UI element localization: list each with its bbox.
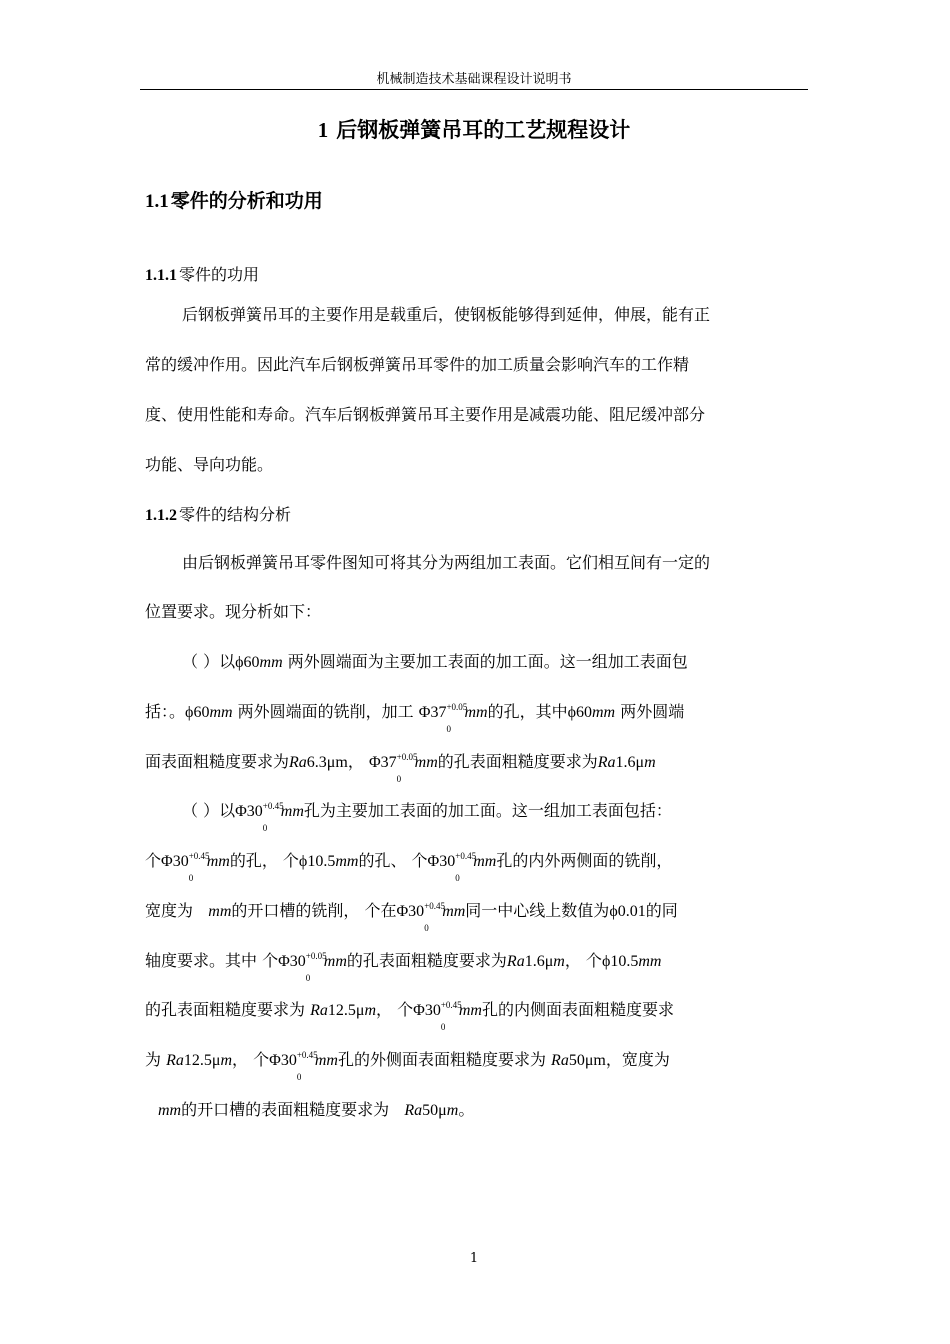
paragraph-line: 后钢板弹簧吊耳的主要作用是载重后，使钢板能够得到延伸，伸展，能有正 [182,305,711,324]
text-span: 两外圆端面为主要加工表面的加工面。这一组加工表面包 [287,652,688,671]
tolerance-upper: +0.45 [296,1050,318,1060]
tolerance [188,849,210,883]
dimension: Φ30 [269,1052,297,1069]
dimension: ϕ60 [567,704,592,721]
paragraph-line [145,899,678,933]
text-span: ，宽度为 [605,1050,670,1069]
dimension: Φ30 [161,853,189,870]
tolerance-upper: +0.05 [396,752,418,762]
paragraph-line [145,750,656,784]
tolerance-upper: +0.05 [446,702,468,712]
unit: mm [259,654,283,671]
tolerance [296,1048,318,1082]
dimension: Φ37 [368,754,397,771]
text-span: ， 个 [376,1000,414,1019]
text-span: 孔为主要加工表面的加工面。这一组加工表面包括： [303,801,672,820]
text-span: 两外圆端 [620,702,685,721]
text-span: 为 [145,1050,162,1069]
paragraph-line [145,700,685,734]
text-span: ， 个 [232,1050,270,1069]
chapter-title [140,115,808,145]
subsection-number: 1.1.2 [145,507,177,524]
text-span: 轴度要求。其中 个 [145,951,279,970]
unit: m [553,953,565,970]
text-span: （ ）以 [182,801,236,820]
tolerance-lower: 0 [262,823,268,833]
subsection-heading-function [145,263,259,288]
chapter-title-text: 后钢板弹簧吊耳的工艺规程设计 [336,118,631,142]
text-span: 宽度为 [145,901,194,920]
text-span: 的开口槽的铣削， 个在 [231,901,397,920]
text-span: 的同 [645,901,678,920]
dimension: Φ37 [418,704,447,721]
text-span: 孔的外侧面表面粗糙度要求为 [337,1050,546,1069]
paragraph-line [145,998,674,1032]
subsection-number: 1.1.1 [145,267,177,284]
page-header: 机械制造技术基础课程设计说明书 [140,70,808,90]
paragraph-line: 常的缓冲作用。因此汽车后钢板弹簧吊耳零件的加工质量会影响汽车的工作精 [145,355,690,374]
dimension: Φ30 [413,1002,441,1019]
text-span: ， [347,752,364,771]
roughness-value: 50μ [422,1102,447,1119]
tolerance [262,799,284,833]
dimension: ϕ10.5 [601,953,639,970]
chapter-number: 1 [317,118,329,142]
text-span: 的孔表面粗糙度要求为 [145,1000,306,1019]
text-span: 孔的内侧面表面粗糙度要求 [481,1000,674,1019]
roughness-symbol: Ra [551,1052,569,1069]
tolerance [305,949,327,983]
text-span: 的孔、 个 [358,851,428,870]
paragraph-line [145,1048,670,1082]
unit: mm [458,1002,482,1019]
unit: mm [280,803,304,820]
unit: mm [592,704,616,721]
tolerance-upper: +0.45 [424,901,446,911]
text-span: 括：。 [145,702,186,721]
tolerance-lower: 0 [424,923,429,933]
roughness-symbol: Ra [289,754,307,771]
text-span: ， 个 [564,951,602,970]
paragraph-line [182,650,688,675]
paragraph-line: 由后钢板弹簧吊耳零件图知可将其分为两组加工表面。它们相互间有一定的 [182,553,711,572]
unit: mm [414,754,438,771]
roughness-symbol: Ra [597,754,616,771]
unit: mm [208,903,232,920]
dimension: ϕ0.01 [609,903,646,920]
text-span: 面表面粗糙度要求为 [145,752,290,771]
tolerance-lower: 0 [446,724,451,734]
tolerance [440,998,462,1032]
dimension: Φ30 [278,953,306,970]
unit: mm [323,953,347,970]
section-heading-text: 零件的分析和功用 [170,190,323,212]
tolerance-upper: +0.45 [188,851,210,861]
text-span: 的孔表面粗糙度要求为 [346,951,507,970]
section-number: 1.1 [145,191,169,212]
dimension: Φ30 [235,803,263,820]
unit: mm [473,853,497,870]
text-span: 的孔表面粗糙度要求为 [437,752,598,771]
paragraph-line [158,1098,474,1123]
roughness-symbol: Ra [310,1002,328,1019]
subsection-heading-text: 零件的结构分析 [179,505,292,524]
tolerance-upper: +0.05 [305,951,327,961]
tolerance-upper: +0.45 [440,1000,462,1010]
unit: m [220,1052,233,1069]
roughness-value: 1.6μ [615,754,645,771]
paragraph-line [145,949,662,983]
paragraph-line [145,849,673,883]
unit: m [446,1102,459,1119]
unit: mm [209,704,233,721]
text-span: 孔的内外两侧面的铣削， [496,851,673,870]
roughness-value: 12.5μ [183,1052,221,1069]
tolerance-lower: 0 [188,873,194,883]
tolerance [424,899,446,933]
unit: m [644,754,656,771]
tolerance [455,849,477,883]
roughness-value: 50μm [568,1052,606,1069]
tolerance-upper: +0.45 [262,801,284,811]
text-span: 个 [145,851,162,870]
unit: mm [464,704,488,721]
dimension: ϕ60 [185,704,210,721]
roughness-value: 6.3μm [306,754,348,771]
dimension: ϕ60 [235,654,260,671]
text-span: 的开口槽的表面粗糙度要求为 [181,1100,390,1119]
paragraph-line: 功能、导向功能。 [145,455,274,474]
roughness-symbol: Ra [506,953,525,970]
unit: mm [335,853,359,870]
tolerance-upper: +0.45 [455,851,477,861]
roughness-symbol: Ra [166,1052,184,1069]
page-number: 1 [469,1251,479,1266]
unit: mm [314,1052,338,1069]
text-span: 同一中心线上数值为 [465,901,610,920]
tolerance [396,750,418,784]
text-span: 的孔， 个 [229,851,299,870]
roughness-value: 1.6μ [524,953,554,970]
unit: mm [206,853,230,870]
unit: mm [158,1102,182,1119]
paragraph-line [182,799,672,833]
unit: mm [442,903,466,920]
tolerance-lower: 0 [296,1072,302,1082]
tolerance-lower: 0 [455,873,460,883]
dimension: ϕ10.5 [298,853,336,870]
paragraph-line: 位置要求。现分析如下： [145,602,322,621]
subsection-heading-structure [145,503,291,528]
dimension: Φ30 [396,903,425,920]
text-span: （ ）以 [182,652,236,671]
text-span: 两外圆端面的铣削，加工 [237,702,414,721]
paragraph-line: 度、使用性能和寿命。汽车后钢板弹簧吊耳主要作用是减震功能、阻尼缓冲部分 [145,405,706,424]
tolerance-lower: 0 [396,774,402,784]
unit: mm [638,953,662,970]
unit: m [364,1002,377,1019]
section-heading [145,186,323,217]
text-span: 的孔，其中 [487,702,568,721]
tolerance [446,700,468,734]
text-span: 。 [458,1100,475,1119]
roughness-symbol: Ra [404,1102,423,1119]
tolerance-lower: 0 [305,973,311,983]
roughness-value: 12.5μ [327,1002,365,1019]
tolerance-lower: 0 [440,1022,446,1032]
dimension: Φ30 [427,853,456,870]
subsection-heading-text: 零件的功用 [179,265,260,284]
